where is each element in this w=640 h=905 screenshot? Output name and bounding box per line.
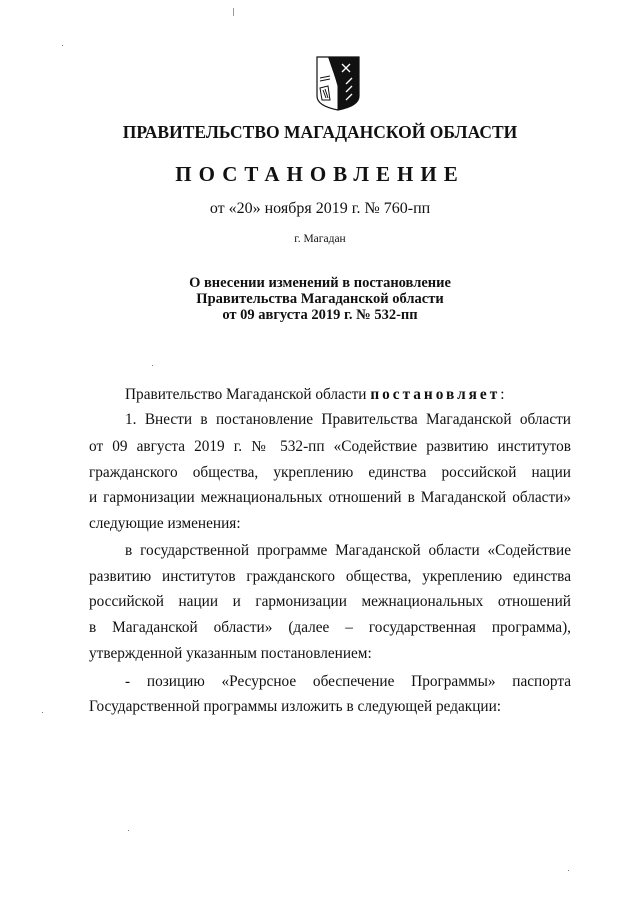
preamble-text: Правительство Магаданской области	[125, 386, 367, 403]
document-type: ПОСТАНОВЛЕНИЕ	[175, 162, 465, 186]
body-line: от 09 августа 2019 г. № 532-пп «Содействие развитию институтов	[89, 438, 571, 455]
body-line: и гармонизации межнациональных отношений в Магаданской области»	[89, 489, 571, 506]
scan-speck	[152, 365, 153, 366]
coat-of-arms-emblem	[316, 56, 360, 111]
body-line: утвержденной указанным постановлением:	[89, 645, 372, 662]
date-and-number: от «20» ноября 2019 г. № 760-пп	[209, 200, 431, 217]
body-line: следующие изменения:	[89, 515, 241, 532]
scan-speck	[128, 830, 129, 831]
body-line: Государственной программы изложить в следующей редакции:	[89, 698, 502, 715]
body-line: в государственной программе Магаданской области «Содействие	[125, 542, 571, 559]
preamble	[89, 386, 571, 404]
scan-speck	[62, 45, 63, 46]
body-line: в Магаданской области» (далее – государственная программа),	[89, 619, 571, 636]
scan-mark	[233, 8, 234, 16]
scan-speck	[568, 870, 569, 871]
preamble-verb: постановляет	[370, 386, 501, 403]
body-line: - позицию «Ресурсное обеспечение Программы» паспорта	[125, 673, 571, 690]
body-line: российской нации и гармонизации межнациональных отношений	[89, 593, 571, 610]
body-line: развитию институтов гражданского общества, укреплению единства	[89, 568, 571, 585]
preamble-colon: :	[500, 386, 505, 403]
subject-line: от 09 августа 2019 г. № 532-пп	[222, 307, 418, 323]
subject-line: Правительства Магаданской области	[196, 291, 444, 307]
body-line: гражданского общества, укреплению единства российской нации	[89, 464, 571, 481]
city: г. Магадан	[294, 233, 346, 245]
body-line: 1. Внести в постановление Правительства Магаданской области	[125, 411, 571, 428]
scan-speck	[42, 712, 43, 713]
subject-line: О внесении изменений в постановление	[189, 275, 451, 291]
authority-name: ПРАВИТЕЛЬСТВО МАГАДАНСКОЙ ОБЛАСТИ	[122, 122, 518, 142]
